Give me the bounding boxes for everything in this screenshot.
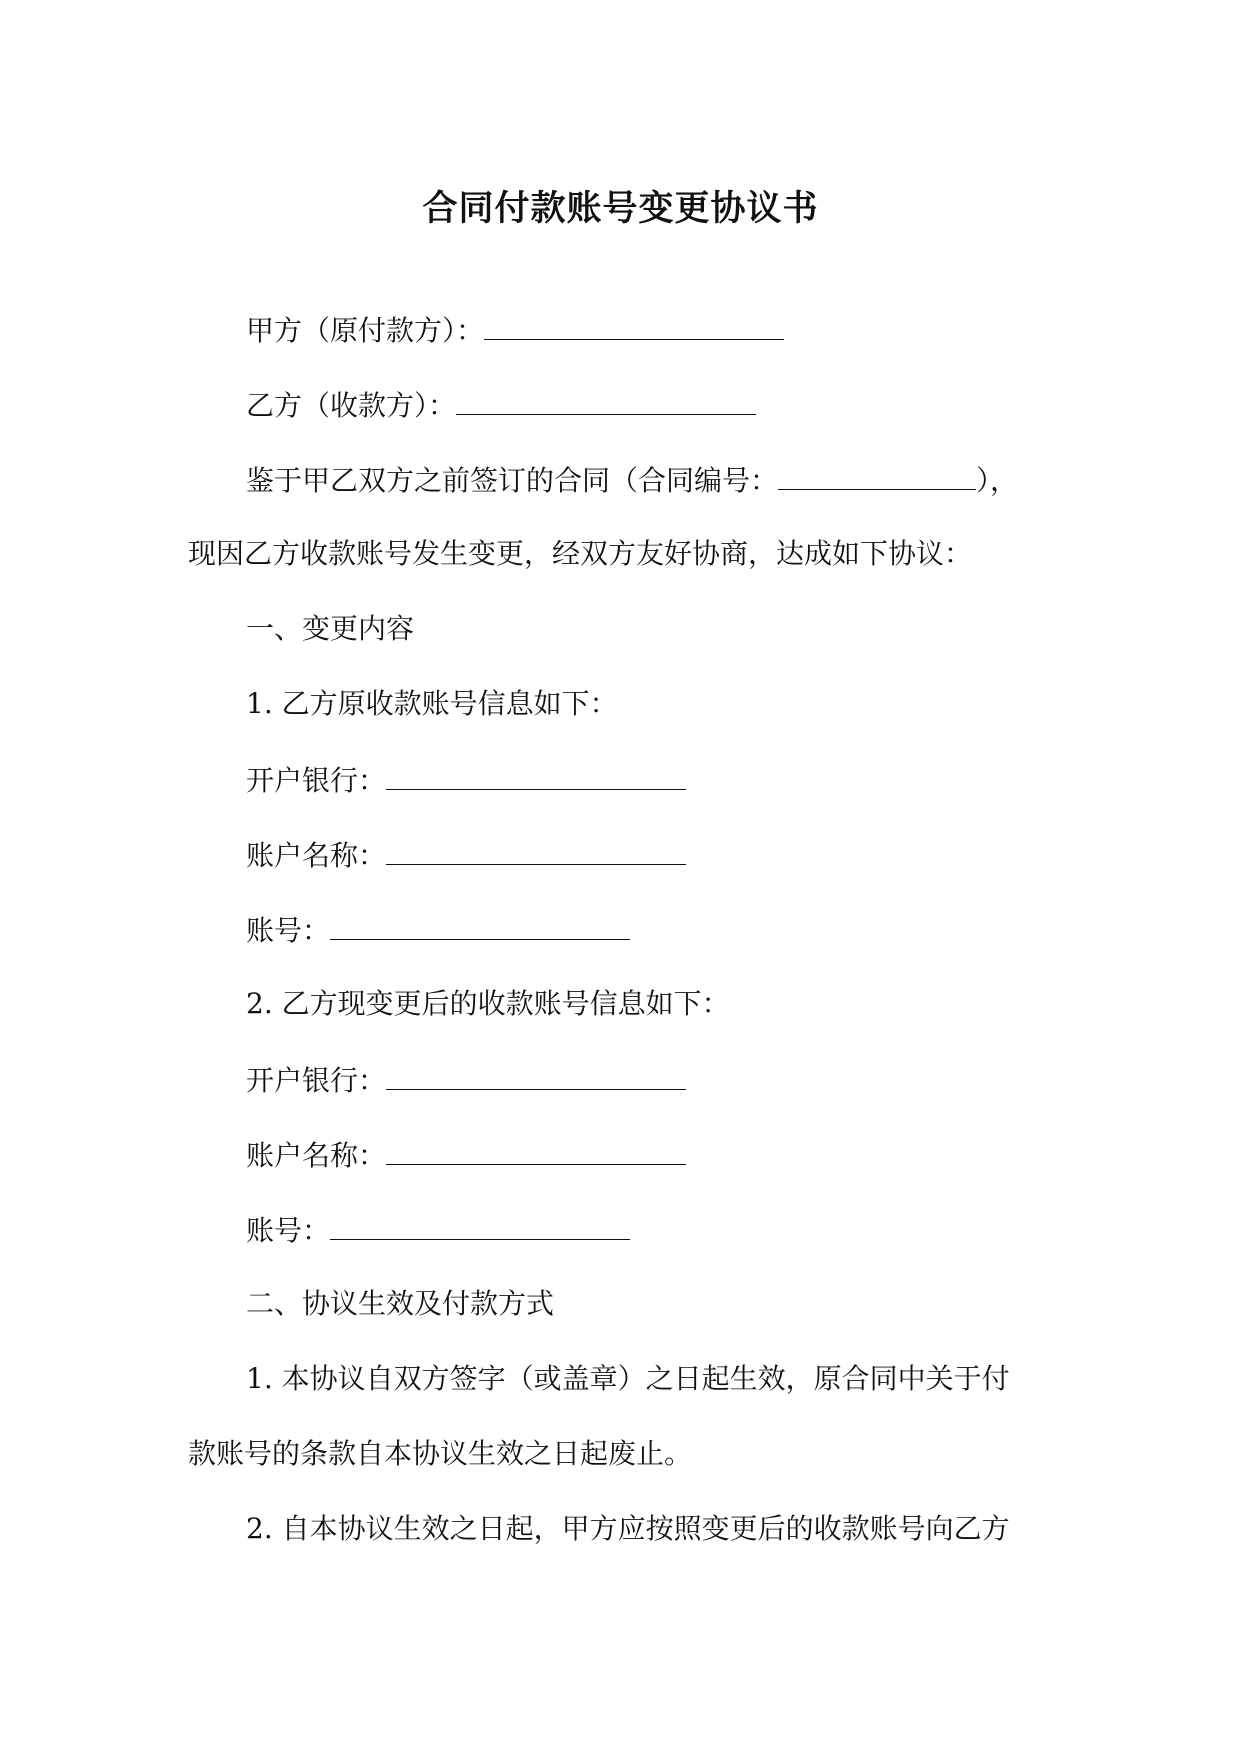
new-bank-label: 开户银行： [246, 1064, 387, 1097]
party-a-blank[interactable] [484, 309, 784, 340]
new-bank-blank[interactable] [386, 1059, 686, 1090]
new-account-no-line [246, 1209, 630, 1251]
item-2-1-line-2: 款账号的条款自本协议生效之日起废止。 [188, 1437, 693, 1470]
new-account-name-label: 账户名称： [246, 1139, 387, 1172]
old-bank-label: 开户银行： [246, 764, 387, 797]
preamble-line-2: 现因乙方收款账号发生变更，经双方友好协商，达成如下协议： [188, 537, 973, 570]
preamble-end: ）， [976, 464, 1019, 497]
old-account-no-label: 账号： [246, 914, 331, 947]
item-1-1: 1. 乙方原收款账号信息如下： [246, 687, 618, 720]
document-title: 合同付款账号变更协议书 [422, 188, 819, 229]
item-2-1-line-1: 1. 本协议自双方签字（或盖章）之日起生效，原合同中关于付 [246, 1362, 1010, 1395]
preamble-line-1 [246, 459, 1018, 501]
party-b-blank[interactable] [456, 384, 756, 415]
old-account-no-blank[interactable] [330, 909, 630, 940]
old-bank-line [246, 759, 686, 801]
party-a-line [246, 309, 784, 351]
old-account-name-blank[interactable] [386, 834, 686, 865]
new-bank-line [246, 1059, 686, 1101]
section-1-heading: 一、变更内容 [246, 612, 415, 645]
item-1-2: 2. 乙方现变更后的收款账号信息如下： [246, 987, 730, 1020]
party-a-label: 甲方（原付款方）： [246, 314, 485, 347]
new-account-no-blank[interactable] [330, 1209, 630, 1240]
old-account-no-line [246, 909, 630, 951]
contract-number-blank[interactable] [778, 459, 976, 490]
old-account-name-line [246, 834, 686, 876]
old-account-name-label: 账户名称： [246, 839, 387, 872]
section-2-heading: 二、协议生效及付款方式 [246, 1287, 555, 1320]
new-account-name-line [246, 1134, 686, 1176]
old-bank-blank[interactable] [386, 759, 686, 790]
preamble-start: 鉴于甲乙双方之前签订的合同（合同编号： [246, 464, 779, 497]
new-account-name-blank[interactable] [386, 1134, 686, 1165]
item-2-2-line-1: 2. 自本协议生效之日起，甲方应按照变更后的收款账号向乙方 [246, 1512, 1010, 1545]
party-b-line [246, 384, 756, 426]
new-account-no-label: 账号： [246, 1214, 331, 1247]
party-b-label: 乙方（收款方）： [246, 389, 457, 422]
